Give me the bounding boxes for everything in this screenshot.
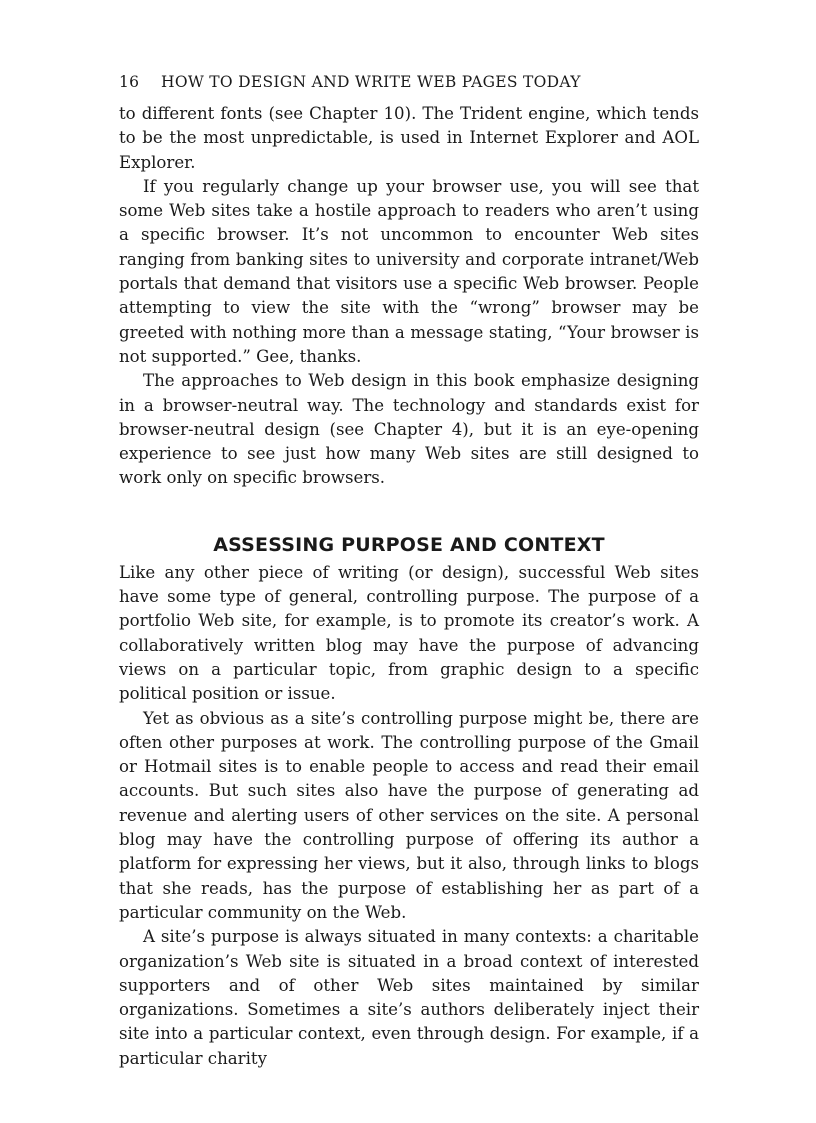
running-head-title: HOW TO DESIGN AND WRITE WEB PAGES TODAY [161,73,581,91]
page-number: 16 [119,73,140,91]
paragraph-continued: to different fonts (see Chapter 10). The Trident engine, which tends to be the most unpredictable, is used in Internet Explorer and AOL Explorer. [119,104,699,172]
paragraph-other-purposes: Yet as obvious as a site’s controlling purpose might be, there are often other purposes at work. The controlling purpose of the Gmail or Hotmail sites is to enable people to access and read their email accounts. But such sites also have the purpose of generating ad revenue and alerting users of other services on the site. A personal blog may have the controlling purpose of offering its author a platform for expressing her views, but it also, through links to blogs that she reads, has the purpose of establishing her as part of a particular community on the Web. [119,708,699,922]
paragraph-contexts: A site’s purpose is always situated in many contexts: a charitable organization’s Web site is situated in a broad context of interested supporters and of other Web sites maintained by similar organizations. Sometimes a site’s authors deliberately inject their site into a particular context, even through design. For example, if a particular charity [119,927,699,1068]
paragraph-browser-neutral: The approaches to Web design in this book emphasize designing in a browser-neutral way. The technology and standards exist for browser-neutral design (see Chapter 4), but it is an eye-opening experience to see just how many Web sites are still designed to work only on specific browsers. [119,371,699,488]
book-page [119,70,699,1071]
paragraph-controlling-purpose: Like any other piece of writing (or design), successful Web sites have some type of general, controlling purpose. The purpose of a portfolio Web site, for example, is to promote its creator’s work. A collaboratively written blog may have the purpose of advancing views on a particular topic, from graphic design to a specific political position or issue. [119,562,699,704]
section-heading: ASSESSING PURPOSE AND CONTEXT [213,533,605,556]
running-head [119,70,699,94]
paragraph-browser-hostility: If you regularly change up your browser use, you will see that some Web sites take a hostile approach to readers who aren’t using a specific browser. It’s not uncommon to encounter Web sites ranging from banking sites to university and corporate intranet/Web portals that demand that visitors use a specific Web browser. People attempting to view the site with the “wrong” browser may be greeted with nothing more than a message stating, “Your browser is not supported.” Gee, thanks. [119,176,699,366]
